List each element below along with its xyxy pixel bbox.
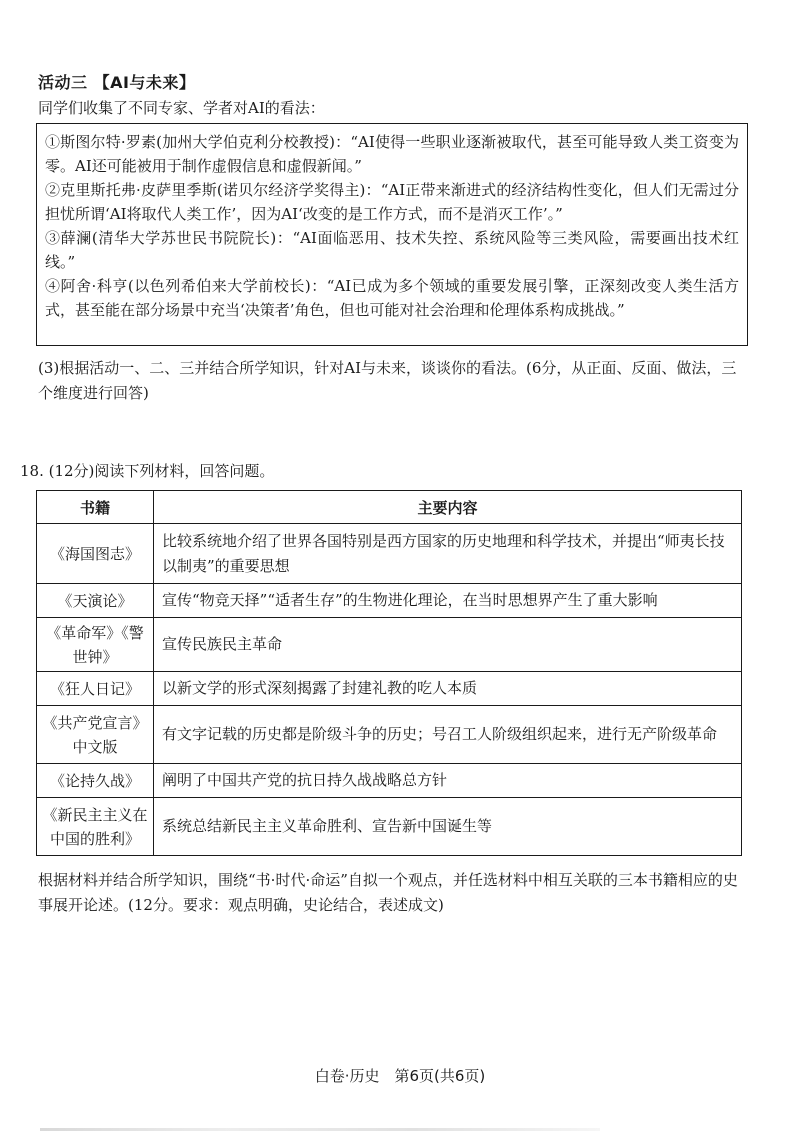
activity-title: 活动三 【AI与未来】 — [38, 73, 196, 92]
content-cell: 以新文学的形式深刻揭露了封建礼教的吃人本质 — [154, 672, 742, 706]
question-18-stem: 18. (12分)阅读下列材料，回答问题。 — [20, 462, 275, 480]
book-cell: 《天演论》 — [37, 584, 154, 618]
book-cell: 《论持久战》 — [37, 764, 154, 798]
table-row — [37, 618, 742, 672]
content-cell: 系统总结新民主主义革命胜利、宣告新中国诞生等 — [154, 798, 742, 856]
scan-artifact — [40, 1128, 600, 1131]
table-row — [37, 798, 742, 856]
table-row — [37, 584, 742, 618]
question-3: (3)根据活动一、二、三并结合所学知识，针对AI与未来，谈谈你的看法。(6分，从正面、反面、做法，三个维度进行回答) — [38, 359, 737, 402]
page-footer: 白卷·历史 第6页(共6页) — [314, 1067, 486, 1085]
question-18-task: 根据材料并结合所学知识，围绕“书·时代·命运”自拟一个观点，并任选材料中相互关联的三本书籍相应的史事展开论述。(12分。要求：观点明确，史论结合，表述成文) — [38, 871, 738, 914]
quote-pissarides: ②克里斯托弗·皮萨里季斯(诺贝尔经济学奖得主)：“AI正带来渐进式的经济结构性变化，但人们无需过分担忧所谓‘AI将取代人类工作’，因为AI‘改变的是工作方式，而不是消灭工作’。” — [45, 181, 739, 223]
table-row — [37, 672, 742, 706]
book-cell: 《海国图志》 — [37, 524, 154, 584]
books-table — [36, 490, 742, 856]
book-cell: 《狂人日记》 — [37, 672, 154, 706]
table-header-row — [37, 491, 742, 524]
table-row — [37, 764, 742, 798]
table-row — [37, 706, 742, 764]
book-cell: 《革命军》《警世钟》 — [37, 618, 154, 672]
expert-quotes-box — [36, 123, 748, 346]
activity-intro: 同学们收集了不同专家、学者对AI的看法： — [38, 99, 325, 117]
content-cell: 宣传民族民主革命 — [154, 618, 742, 672]
quote-xue-lan: ③薛澜(清华大学苏世民书院院长)：“AI面临恶用、技术失控、系统风险等三类风险，需要画出技术红线。” — [45, 229, 739, 271]
table-row — [37, 524, 742, 584]
quote-cohen: ④阿舍·科亨(以色列希伯来大学前校长)：“AI已成为多个领域的重要发展引擎，正深刻改变人类生活方式，甚至能在部分场景中充当‘决策者’角色，但也可能对社会治理和伦理体系构成挑战。” — [45, 277, 739, 319]
content-cell: 有文字记载的历史都是阶级斗争的历史；号召工人阶级组织起来，进行无产阶级革命 — [154, 706, 742, 764]
header-book: 书籍 — [37, 491, 154, 524]
content-cell: 阐明了中国共产党的抗日持久战战略总方针 — [154, 764, 742, 798]
header-content: 主要内容 — [154, 491, 742, 524]
content-cell: 比较系统地介绍了世界各国特别是西方国家的历史地理和科学技术，并提出“师夷长技以制夷”的重要思想 — [154, 524, 742, 584]
content-cell: 宣传“物竞天择”“适者生存”的生物进化理论，在当时思想界产生了重大影响 — [154, 584, 742, 618]
book-cell: 《共产党宣言》中文版 — [37, 706, 154, 764]
book-cell: 《新民主主义在中国的胜利》 — [37, 798, 154, 856]
quote-russell: ①斯图尔特·罗素(加州大学伯克利分校教授)：“AI使得一些职业逐渐被取代，甚至可能导致人类工资变为零。AI还可能被用于制作虚假信息和虚假新闻。” — [45, 133, 739, 175]
